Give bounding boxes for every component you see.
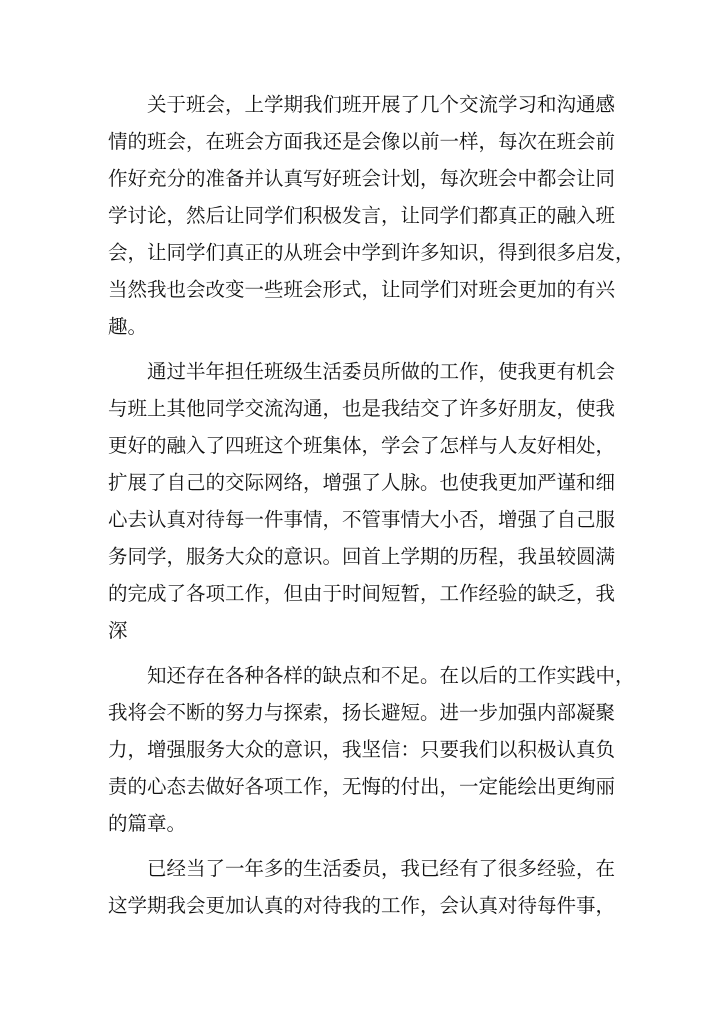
- text-line: 务同学，服务大众的意识。回首上学期的历程，我虽较圆满: [108, 545, 616, 568]
- text-line: 心去认真对待每一件事情，不管事情大小否，增强了自己服: [108, 508, 616, 531]
- text-line: 这学期我会更加认真的对待我的工作，会认真对待每件事，: [108, 894, 616, 917]
- text-line: 深: [108, 619, 128, 642]
- text-line: 责的心态去做好各项工作，无悔的付出，一定能绘出更绚丽: [108, 775, 616, 798]
- text-line: 已经当了一年多的生活委员，我已经有了很多经验，在: [147, 857, 616, 880]
- text-line: 会，让同学们真正的从班会中学到许多知识，得到很多启发，: [108, 241, 635, 264]
- text-line: 的篇章。: [108, 812, 187, 835]
- paragraph-half-year-work: [108, 353, 648, 649]
- text-line: 知还存在各种各样的缺点和不足。在以后的工作实践中，: [147, 664, 635, 687]
- text-line: 关于班会，上学期我们班开展了几个交流学习和沟通感: [147, 93, 616, 116]
- document-body: [108, 86, 648, 932]
- text-line: 扩展了自己的交际网络，增强了人脉。也使我更加严谨和细: [108, 471, 616, 494]
- text-line: 当然我也会改变一些班会形式，让同学们对班会更加的有兴: [108, 278, 616, 301]
- text-line: 更好的融入了四班这个班集体，学会了怎样与人友好相处，: [108, 434, 616, 457]
- paragraph-class-meetings: [108, 86, 648, 345]
- text-line: 我将会不断的努力与探索，扬长避短。进一步加强内部凝聚: [108, 701, 616, 724]
- text-line: 作好充分的准备并认真写好班会计划，每次班会中都会让同: [108, 167, 616, 190]
- text-line: 与班上其他同学交流沟通，也是我结交了许多好朋友，使我: [108, 397, 616, 420]
- text-line: 的完成了各项工作，但由于时间短暂，工作经验的缺乏，我: [108, 582, 616, 605]
- text-line: 通过半年担任班级生活委员所做的工作，使我更有机会: [147, 360, 616, 383]
- paragraph-experience: [108, 850, 648, 924]
- text-line: 情的班会，在班会方面我还是会像以前一样，每次在班会前: [108, 130, 616, 153]
- text-line: 趣。: [108, 315, 148, 338]
- text-line: 学讨论，然后让同学们积极发言，让同学们都真正的融入班: [108, 204, 616, 227]
- text-line: 力，增强服务大众的意识，我坚信：只要我们以积极认真负: [108, 738, 616, 761]
- paragraph-shortcomings: [108, 657, 648, 842]
